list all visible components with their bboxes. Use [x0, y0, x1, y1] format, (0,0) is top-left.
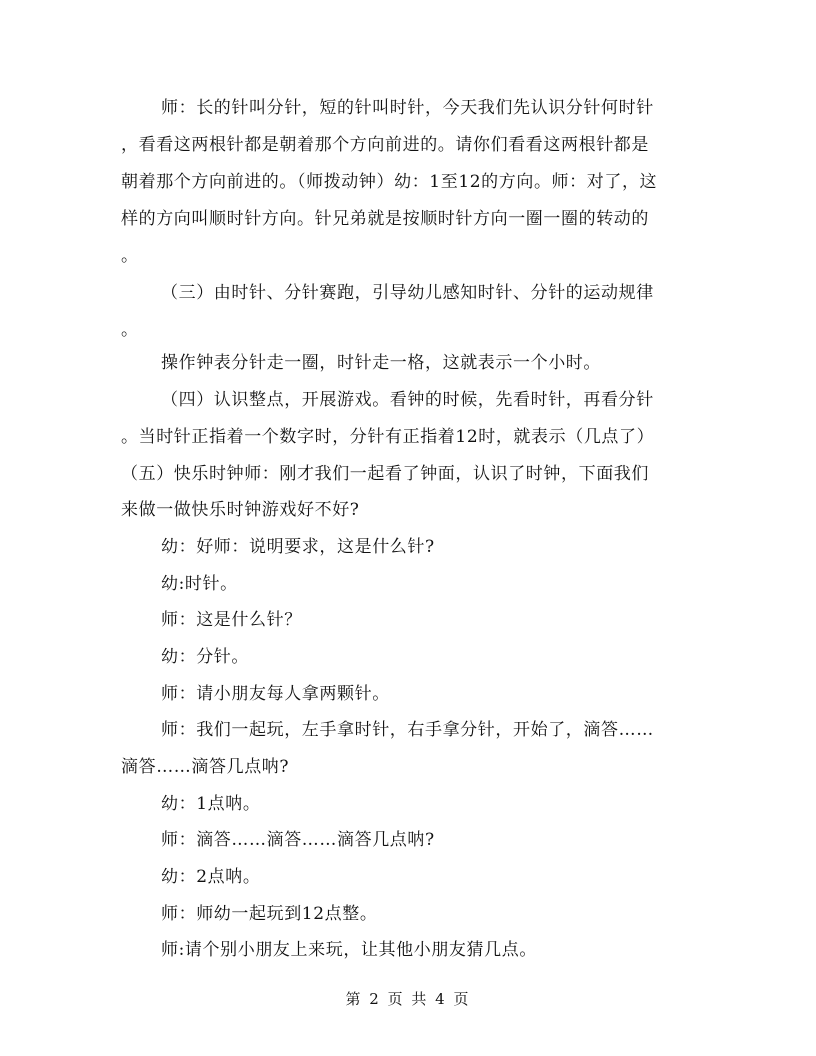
text-line: （五）快乐时钟师：刚才我们一起看了钟面，认识了时钟，下面我们	[121, 464, 649, 484]
text-line: 师:请个别小朋友上来玩，让其他小朋友猜几点。	[161, 940, 537, 960]
text-line: （三）由时针、分针赛跑，引导幼儿感知时针、分针的运动规律	[161, 283, 654, 303]
text-line: 。当时针正指着一个数字时，分针有正指着12时，就表示（几点了）	[121, 427, 655, 447]
text-line: （四）认识整点，开展游戏。看钟的时候，先看时针，再看分针	[161, 390, 654, 410]
text-line: 师：滴答……滴答……滴答几点呐?	[161, 830, 435, 850]
text-line: 师：请小朋友每人拿两颗针。	[161, 684, 390, 704]
text-line: 。	[121, 246, 139, 266]
text-line: 师：师幼一起玩到12点整。	[161, 904, 378, 924]
text-line: 幼:时针。	[161, 574, 238, 594]
text-line: 滴答……滴答几点呐?	[121, 757, 290, 777]
text-line: 幼：分针。	[161, 647, 249, 667]
text-line: ，看看这两根针都是朝着那个方向前进的。请你们看看这两根针都是	[121, 135, 649, 155]
text-line: 师：这是什么针？	[161, 610, 302, 630]
text-line: 师：长的针叫分针，短的针叫时针，今天我们先认识分针何时针	[161, 98, 654, 118]
text-line: 幼：好师：说明要求，这是什么针?	[161, 537, 435, 557]
text-line: 操作钟表分针走一圈，时针走一格，这就表示一个小时。	[161, 353, 601, 373]
text-line: 来做一做快乐时钟游戏好不好?	[121, 500, 360, 520]
text-line: 师：我们一起玩，左手拿时针，右手拿分针，开始了，滴答……	[161, 720, 654, 740]
text-line: 。	[121, 320, 139, 340]
text-line: 幼：1点呐。	[161, 794, 261, 814]
text-line: 幼：2点呐。	[161, 867, 261, 887]
text-line: 朝着那个方向前进的。（师拨动钟）幼：1至12的方向。师：对了，这	[121, 172, 658, 192]
text-line: 样的方向叫顺时针方向。针兄弟就是按顺时针方向一圈一圈的转动的	[121, 209, 649, 229]
page-footer: 第 2 页 共 4 页	[345, 990, 471, 1008]
